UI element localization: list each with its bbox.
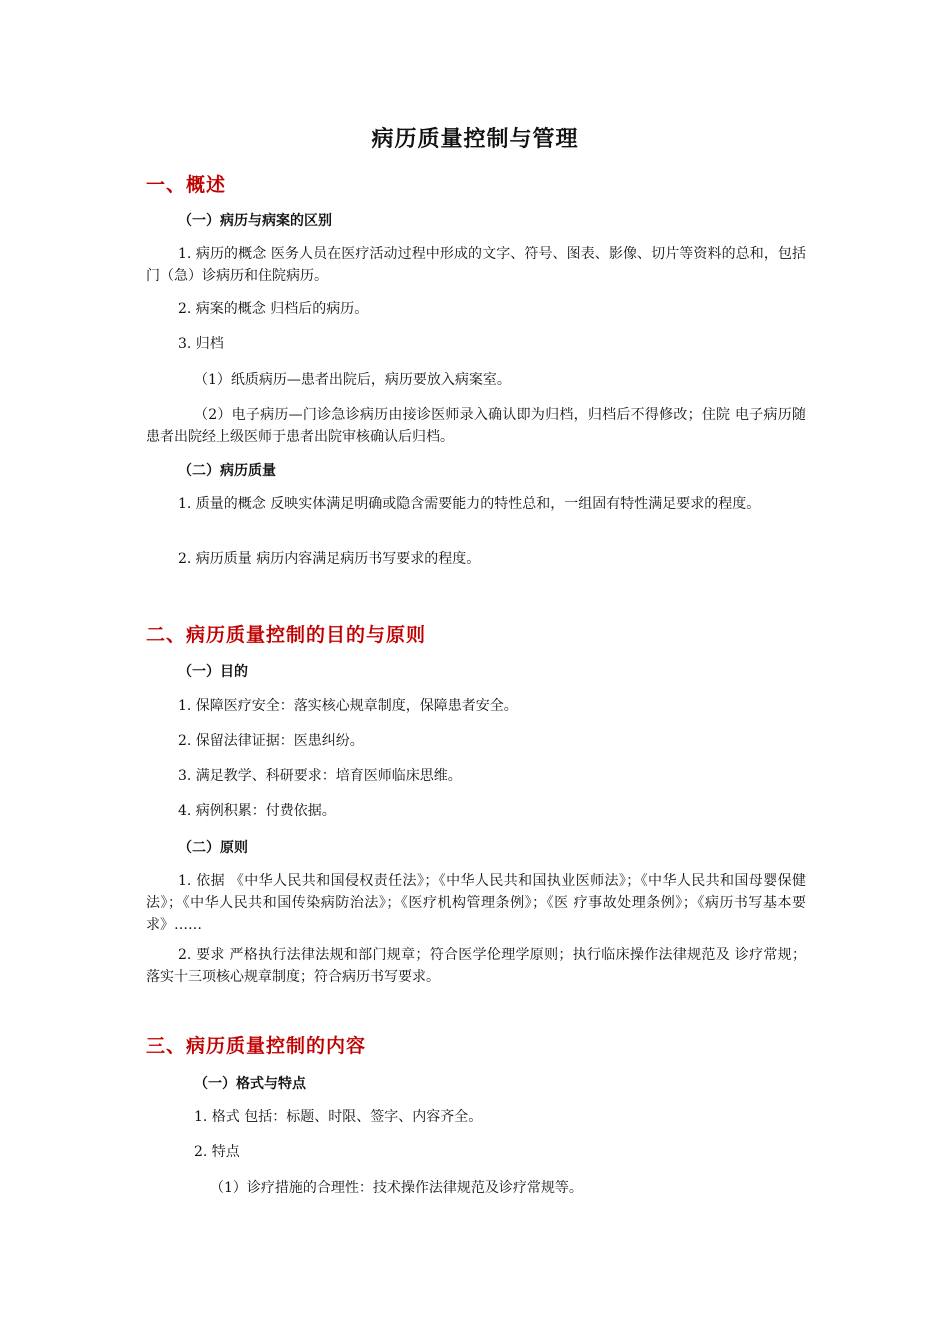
section-heading-purpose-principles: 二、病历质量控制的目的与原则 xyxy=(146,624,427,646)
paragraph-legal-basis: 1. 依据 《中华人民共和国侵权责任法》；《中华人民共和国执业医师法》；《中华人民共和国母婴保健法》；《中华人民共和国传染病防治法》；《医疗机构管理条例》；《医 疗事故处理条例》；《病历书写基本要求》…… xyxy=(146,873,806,933)
paragraph-purpose-1: 1. 保障医疗安全：落实核心规章制度，保障患者安全。 xyxy=(178,698,518,714)
subsection-heading-format-features: （一）格式与特点 xyxy=(194,1076,306,1092)
subsection-heading-record-quality: （二）病历质量 xyxy=(178,463,276,479)
paragraph-purpose-2: 2. 保留法律证据：医患纠纷。 xyxy=(178,733,364,749)
subsection-heading-purpose: （一）目的 xyxy=(178,664,248,680)
paragraph-archive-heading: 3. 归档 xyxy=(178,336,224,352)
document-title: 病历质量控制与管理 xyxy=(371,127,579,152)
paragraph-requirements: 2. 要求 严格执行法律法规和部门规章；符合医学伦理学原则；执行临床操作法律规范及 诊疗常规；落实十三项核心规章制度；符合病历书写要求。 xyxy=(146,947,806,985)
paragraph-purpose-4: 4. 病例积累：付费依据。 xyxy=(178,803,336,819)
section-heading-control-content: 三、病历质量控制的内容 xyxy=(146,1035,367,1057)
paragraph-purpose-3: 3. 满足教学、科研要求：培育医师临床思维。 xyxy=(178,768,462,784)
paragraph-format: 1. 格式 包括：标题、时限、签字、内容齐全。 xyxy=(194,1109,483,1125)
paragraph-treatment-rationality: （1）诊疗措施的合理性：技术操作法律规范及诊疗常规等。 xyxy=(210,1180,583,1196)
paragraph-record-quality: 2. 病历质量 病历内容满足病历书写要求的程度。 xyxy=(178,551,481,567)
paragraph-paper-record: （1）纸质病历—患者出院后，病历要放入病案室。 xyxy=(194,372,511,388)
paragraph-electronic-record: （2）电子病历—门诊急诊病历由接诊医师录入确认即为归档，归档后不得修改；住院 电子病历随患者出院经上级医师于患者出院审核确认后归档。 xyxy=(146,407,806,445)
paragraph-medical-record-concept: 1. 病历的概念 医务人员在医疗活动过程中形成的文字、符号、图表、影像、切片等资料的总和，包括门（急）诊病历和住院病历。 xyxy=(146,246,806,284)
subsection-heading-principles: （二）原则 xyxy=(178,840,248,856)
paragraph-case-record-concept: 2. 病案的概念 归档后的病历。 xyxy=(178,301,369,317)
section-heading-overview: 一、概述 xyxy=(146,174,227,196)
subsection-heading-difference: （一）病历与病案的区别 xyxy=(178,213,332,229)
paragraph-features: 2. 特点 xyxy=(194,1144,240,1160)
paragraph-quality-concept: 1. 质量的概念 反映实体满足明确或隐含需要能力的特性总和，一组固有特性满足要求的程度。 xyxy=(178,496,761,512)
